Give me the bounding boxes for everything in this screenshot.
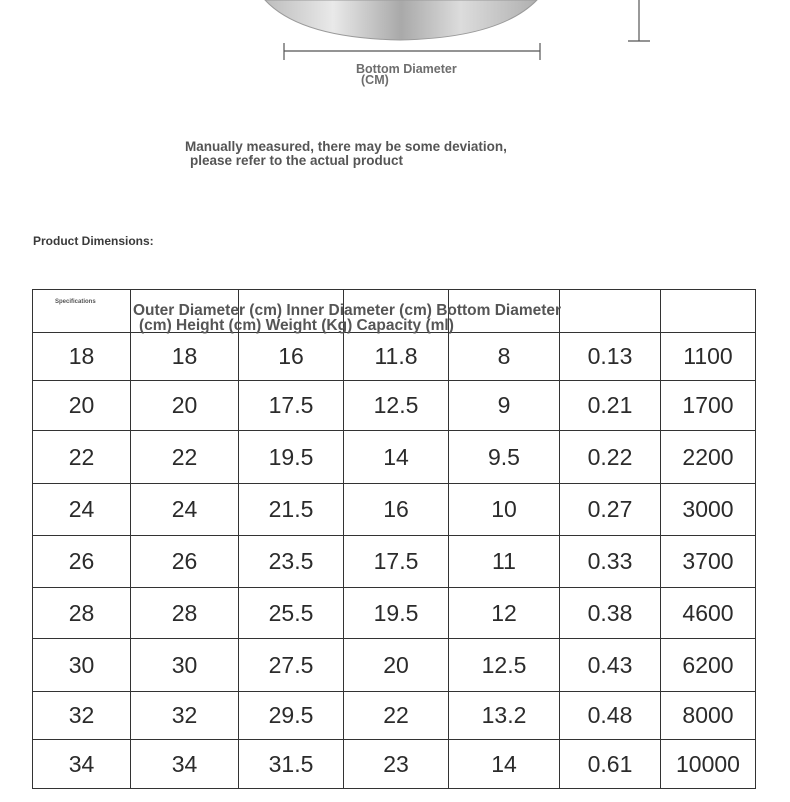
- table-cell: 6200: [661, 639, 756, 692]
- table-header-text: [133, 303, 693, 333]
- table-header-row: [33, 290, 756, 333]
- table-cell: 1700: [661, 381, 756, 431]
- table-cell: 4600: [661, 588, 756, 639]
- table-cell: 27.5: [239, 639, 344, 692]
- table-row: [33, 639, 756, 692]
- table-cell: 20: [33, 381, 131, 431]
- measurement-note-line1: Manually measured, there may be some deviation,: [185, 139, 507, 154]
- table-cell: 11.8: [344, 333, 449, 381]
- table-cell: 18: [33, 333, 131, 381]
- table-cell: 14: [344, 431, 449, 484]
- table-cell: 22: [131, 431, 239, 484]
- table-cell: 2200: [661, 431, 756, 484]
- table-cell: 17.5: [344, 536, 449, 588]
- table-cell: 21.5: [239, 484, 344, 536]
- bottom-diameter-label: [356, 64, 486, 86]
- table-cell: 23: [344, 740, 449, 789]
- table-cell: 12: [449, 588, 560, 639]
- table-cell: 23.5: [239, 536, 344, 588]
- table-cell: 30: [33, 639, 131, 692]
- bottom-diameter-label-line2: (CM): [361, 73, 389, 87]
- table-cell: 11: [449, 536, 560, 588]
- table-cell: 3000: [661, 484, 756, 536]
- table-cell: 3700: [661, 536, 756, 588]
- table-cell: 16: [344, 484, 449, 536]
- specifications-label: Specifications: [55, 299, 96, 305]
- table-cell: 12.5: [449, 639, 560, 692]
- table-row: [33, 333, 756, 381]
- table-cell: 9.5: [449, 431, 560, 484]
- table-cell: 34: [131, 740, 239, 789]
- pot-bottom-image: [0, 0, 790, 110]
- table-cell: 34: [33, 740, 131, 789]
- table-cell: 16: [239, 333, 344, 381]
- table-row: [33, 740, 756, 789]
- table-cell: 14: [449, 740, 560, 789]
- table-cell: 10000: [661, 740, 756, 789]
- table-cell: 0.61: [560, 740, 661, 789]
- table-cell: 1100: [661, 333, 756, 381]
- table-header-cell: [33, 290, 562, 334]
- table-header-line2: (cm) Height (cm) Weight (Kg) Capacity (ml): [139, 317, 454, 334]
- table-cell: 0.22: [560, 431, 661, 484]
- table-cell: 24: [131, 484, 239, 536]
- table-cell: 8000: [661, 692, 756, 740]
- table-header-line1: Outer Diameter (cm) Inner Diameter (cm) Bottom Diameter: [133, 302, 562, 319]
- bottom-diameter-label-line1: Bottom Diameter: [356, 62, 457, 76]
- table-row: [33, 484, 756, 536]
- section-title: Product Dimensions:: [33, 234, 154, 248]
- table-cell: 28: [131, 588, 239, 639]
- table-cell: 10: [449, 484, 560, 536]
- pot-illustration: [0, 0, 790, 110]
- table-cell: 0.43: [560, 639, 661, 692]
- table-cell: 0.33: [560, 536, 661, 588]
- table-cell: 0.38: [560, 588, 661, 639]
- table-cell: 0.27: [560, 484, 661, 536]
- table-row: [33, 536, 756, 588]
- table-cell: 22: [344, 692, 449, 740]
- table-row: [33, 692, 756, 740]
- table-cell: 19.5: [344, 588, 449, 639]
- table-row: [33, 431, 756, 484]
- table-row: [33, 588, 756, 639]
- table-cell: 29.5: [239, 692, 344, 740]
- table-cell: 22: [33, 431, 131, 484]
- table-cell: 26: [33, 536, 131, 588]
- table-cell: 25.5: [239, 588, 344, 639]
- table-cell: 26: [131, 536, 239, 588]
- table-cell: 32: [131, 692, 239, 740]
- table-cell: 20: [131, 381, 239, 431]
- table-cell: 28: [33, 588, 131, 639]
- table-cell: 18: [131, 333, 239, 381]
- dimensions-table-wrap: [32, 289, 756, 789]
- table-cell: 0.13: [560, 333, 661, 381]
- measurement-note: [185, 140, 655, 168]
- table-cell: 19.5: [239, 431, 344, 484]
- table-cell: 9: [449, 381, 560, 431]
- table-cell: 31.5: [239, 740, 344, 789]
- dimensions-table: [32, 289, 756, 789]
- table-cell: 20: [344, 639, 449, 692]
- table-cell: 32: [33, 692, 131, 740]
- table-cell: 12.5: [344, 381, 449, 431]
- table-cell: 0.48: [560, 692, 661, 740]
- table-cell: 0.21: [560, 381, 661, 431]
- measurement-note-line2: please refer to the actual product: [190, 153, 404, 168]
- table-cell: 30: [131, 639, 239, 692]
- table-cell: 8: [449, 333, 560, 381]
- table-row: [33, 381, 756, 431]
- table-cell: 17.5: [239, 381, 344, 431]
- table-cell: 13.2: [449, 692, 560, 740]
- table-cell: 24: [33, 484, 131, 536]
